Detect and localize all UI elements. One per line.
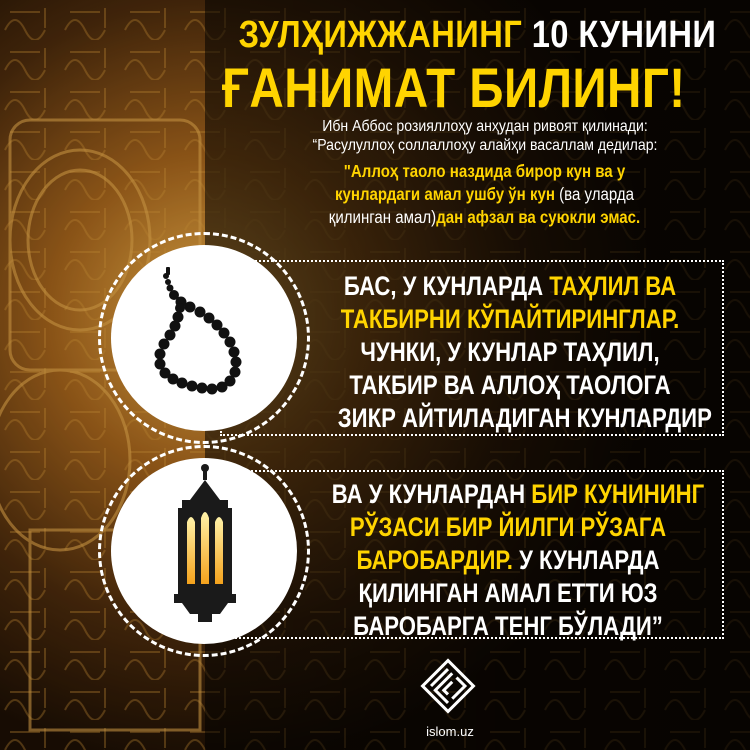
title-line-1 — [213, 14, 742, 56]
panel-1-line-1a: БАС, У КУНЛАРДА — [343, 271, 550, 301]
title-highlight: ЗУЛҲИЖЖАНИНГ — [238, 14, 523, 56]
panel-2-line-1b: БИР КУНИНИНГ — [531, 479, 705, 509]
panel-1-line-4: ТАКБИР ВА АЛЛОҲ ТАОЛОГА — [349, 370, 671, 400]
intro-line-2: “Расулуллоҳ соллаллоҳу алайҳи васаллам дедилар: — [312, 137, 658, 154]
panel-2-line-5: БАРОБАРГА ТЕНГ БЎЛАДИ” — [353, 611, 663, 641]
panel-2-line-4: ҚИЛИНГАН АМАЛ ЕТТИ ЮЗ — [358, 578, 658, 608]
panel-2-line-3b: У КУНЛАРДА — [512, 545, 660, 575]
panel-1-text — [300, 270, 720, 435]
title-rest: 10 КУНИНИ — [522, 14, 717, 56]
lantern-icon — [160, 462, 250, 637]
panel-2-line-3a: БАРОБАРДИР. — [356, 545, 513, 575]
site-url[interactable]: islom.uz — [426, 724, 474, 739]
panel-2-text — [293, 478, 723, 643]
hadith-quote — [232, 160, 737, 229]
quote-line-1: "Аллоҳ таоло наздида бирор кун ва у — [343, 161, 626, 181]
intro-text — [225, 117, 745, 155]
quote-line-3a: қилинган амал) — [328, 207, 437, 227]
panel-2-line-1a: ВА У КУНЛАРДАН — [331, 479, 532, 509]
title-line-2: ҒАНИМАТ БИЛИНГ! — [222, 56, 686, 119]
quote-line-2a: кунлардаги амал ушбу ўн кун — [334, 184, 560, 204]
islom-logo-icon — [420, 658, 476, 714]
panel-1-line-5: ЗИКР АЙТИЛАДИГАН КУНЛАРДИР — [337, 403, 712, 433]
quote-line-3b: дан афзал ва суюкли эмас. — [436, 207, 641, 227]
intro-line-1: Ибн Аббос розияллоҳу анҳудан ривоят қилинади: — [322, 118, 648, 135]
panel-1-line-3: ЧУНКИ, У КУНЛАР ТАҲЛИЛ, — [360, 337, 660, 367]
quote-line-2b: (ва уларда — [559, 184, 635, 204]
panel-2-line-2: РЎЗАСИ БИР ЙИЛГИ РЎЗАГА — [349, 512, 667, 542]
panel-1-line-2: ТАКБИРНИ КЎПАЙТИРИНГЛАР. — [340, 304, 680, 334]
panel-1-line-1b: ТАҲЛИЛ ВА — [549, 271, 677, 301]
prayer-beads-icon — [140, 262, 270, 412]
